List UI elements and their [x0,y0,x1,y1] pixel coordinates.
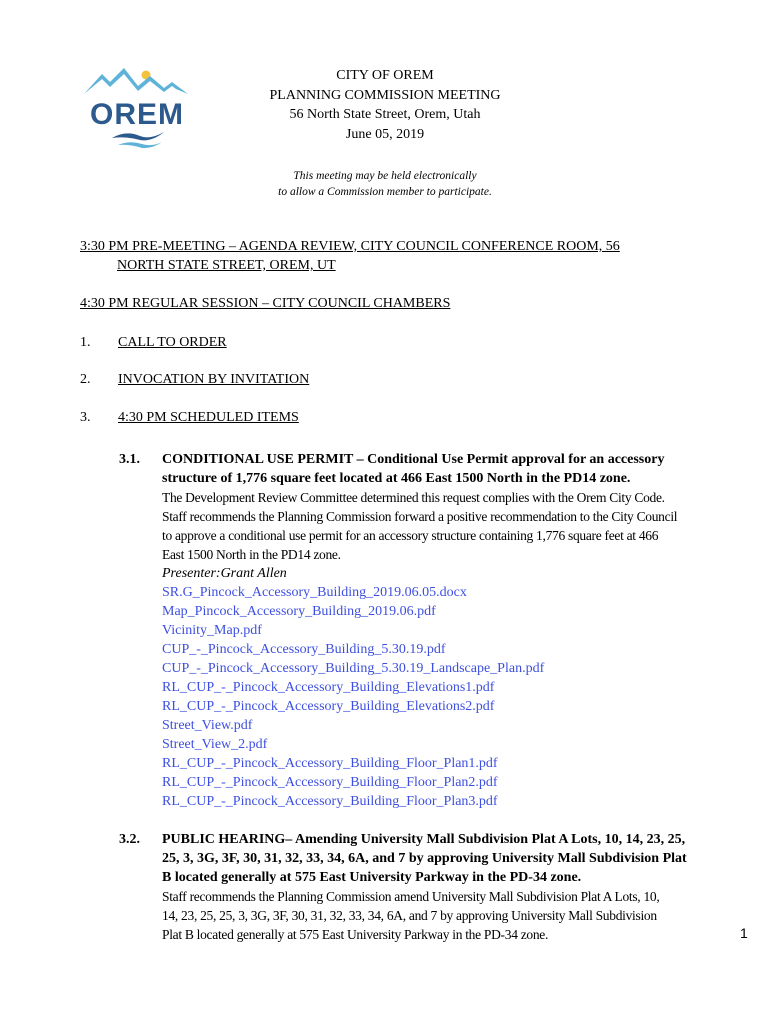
regular-session-heading: 4:30 PM REGULAR SESSION – CITY COUNCIL CHAMBERS [80,296,451,311]
header-address: 56 North State Street, Orem, Utah [289,107,481,122]
header-meeting-name: PLANNING COMMISSION MEETING [269,87,501,103]
subitem-title: CONDITIONAL USE PERMIT – Conditional Use Permit approval for an accessory structure of 1,776 square feet located at 466 East 1500 North in the PD14 zone. [162,452,665,486]
orem-logo [80,62,195,152]
subitem-description: Staff recommends the Planning Commission amend University Mall Subdivision Plat A Lots, 10, 14, 23, 25, 25, 3, 3G, 3F, 30, 31, 32, 33, 34, 6A, and 7 by approving University Mall Subdivision Plat B located generally at 575 East University Parkway in the PD-34 zone. [162,889,660,942]
attachment-link[interactable]: RL_CUP_-_Pincock_Accessory_Building_Floor_Plan1.pdf [162,756,498,771]
agenda-subitem-3-2: 3.2. PUBLIC HEARING– Amending University Mall Subdivision Plat A Lots, 10, 14, 23, 25, 25, 3, 3G, 3F, 30, 31, 32, 33, 34, 6A, and 7 by approving University Mall Subdivision Plat B located generally at 575 East University Parkway in the PD-34 zone. Staff recommends the Planning Commission amend University Mall Subdivision Plat A Lots, 10, 14, 23, 25, 25, 3, 3G, 3F, 30, 31, 32, 33, 34, 6A, and 7 by approving University Mall Subdivision Plat B located generally at 575 East University Parkway in the PD-34 zone. [119,830,739,944]
agenda-item: 2. INVOCATION BY INVITATION [80,372,310,387]
page-number: 1 [740,925,748,941]
header-date: June 05, 2019 [345,126,425,142]
presenter: Presenter:Grant Allen [162,566,287,581]
attachment-link[interactable]: Street_View.pdf [162,718,253,733]
agenda-item-label: 4:30 PM SCHEDULED ITEMS [118,410,299,425]
agenda-item-label: INVOCATION BY INVITATION [118,372,310,387]
svg-text:OREM: OREM [90,98,184,131]
premeeting-heading: 3:30 PM PRE-MEETING – AGENDA REVIEW, CITY COUNCIL CONFERENCE ROOM, 56 NORTH STATE STREET, OREM, UT [80,239,620,273]
attachment-link[interactable]: RL_CUP_-_Pincock_Accessory_Building_Floor_Plan3.pdf [162,794,498,809]
attachment-link[interactable]: CUP_-_Pincock_Accessory_Building_5.30.19.pdf [162,642,446,657]
agenda-item: 3. 4:30 PM SCHEDULED ITEMS [80,410,299,425]
attachment-link[interactable]: RL_CUP_-_Pincock_Accessory_Building_Floor_Plan2.pdf [162,775,498,790]
meeting-header [200,66,570,144]
water-waves-icon [112,132,164,140]
header-city: CITY OF OREM [336,68,434,83]
attachment-link[interactable]: RL_CUP_-_Pincock_Accessory_Building_Elevations2.pdf [162,699,495,714]
attachment-link[interactable]: RL_CUP_-_Pincock_Accessory_Building_Elevations1.pdf [162,680,495,695]
attachment-link[interactable]: CUP_-_Pincock_Accessory_Building_5.30.19_Landscape_Plan.pdf [162,661,545,676]
attachment-link[interactable]: Vicinity_Map.pdf [162,623,262,638]
agenda-item: 1. CALL TO ORDER [80,335,227,350]
subitem-title: PUBLIC HEARING– Amending University Mall Subdivision Plat A Lots, 10, 14, 23, 25, 25, 3, 3G, 3F, 30, 31, 32, 33, 34, 6A, and 7 by approving University Mall Subdivision Plat B located generally at 575 East University Parkway in the PD-34 zone. [162,832,687,885]
agenda-item-label: CALL TO ORDER [118,335,227,350]
attachment-link[interactable]: SR.G_Pincock_Accessory_Building_2019.06.05.docx [162,585,467,600]
attachment-link[interactable]: Map_Pincock_Accessory_Building_2019.06.pdf [162,604,436,619]
attachment-link[interactable]: Street_View_2.pdf [162,737,268,752]
mountains-icon [84,68,188,94]
attachments-list [162,583,739,811]
agenda-subitem-3-1: 3.1. CONDITIONAL USE PERMIT – Conditional Use Permit approval for an accessory structure of 1,776 square feet located at 466 East 1500 North in the PD14 zone. The Development Review Committee determined this request complies with the Orem City Code. Staff recommends the Planning Commission forward a positive recommendation to the City Council to approve a conditional use permit for an accessory structure containing 1,776 square feet at 466 East 1500 North in the PD14 zone. Presenter:Grant Allen SR.G_Pincock_Accessory_Building_2019.06.05.docx Map_Pincock_Accessory_Building_2019.06.pdf Vicinity_Map.pdf CUP_-_Pincock_Accessory_Building_5.30.19.pdf CUP_-_Pincock_Accessory_Building_5.30.19_Landscape_Plan.pdf RL_CUP_-_Pincock_Accessory_Building_Elevations1.pdf RL_CUP_-_Pincock_Accessory_Building_Elevations2.pdf Street_View.pdf Street_View_2.pdf RL_CUP_-_Pincock_Accessory_Building_Floor_Plan1.pdf RL_CUP_-_Pincock_Accessory_Building_Floor_Plan2.pdf RL_CUP_-_Pincock_Accessory_Building_Floor_Plan3.pdf [119,450,739,811]
electronic-participation-note: This meeting may be held electronically to allow a Commission member to participate. [278,170,492,198]
subitem-description: The Development Review Committee determined this request complies with the Orem City Code. Staff recommends the Planning Commission forward a positive recommendation to the City Council to approve a conditional use permit for an accessory structure containing 1,776 square feet at 466 East 1500 North in the PD14 zone. [162,490,678,562]
